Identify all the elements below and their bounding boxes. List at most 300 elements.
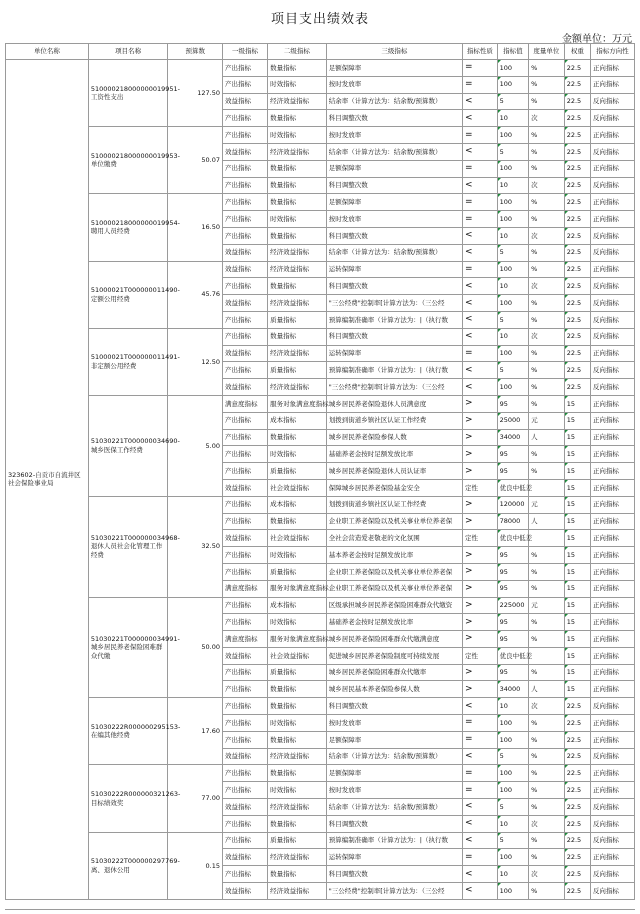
indicator-nature-cell: < bbox=[463, 311, 498, 328]
level1-indicator-cell: 产出指标 bbox=[222, 194, 267, 211]
level2-indicator-cell: 经济效益指标 bbox=[268, 345, 327, 362]
level3-indicator-cell: 结余率（计算方法为：结余数/预算数） bbox=[326, 143, 462, 160]
indicator-value-cell: 95 bbox=[497, 463, 528, 480]
measure-unit-cell: % bbox=[529, 580, 565, 597]
weight-cell: 22.5 bbox=[564, 127, 590, 144]
project-name-cell: 51030222R000000321263-目标绩效奖 bbox=[88, 765, 168, 832]
amount-unit-label: 金额单位：万元 bbox=[562, 34, 632, 45]
weight-cell: 22.5 bbox=[564, 160, 590, 177]
level2-indicator-cell: 数量指标 bbox=[268, 681, 327, 698]
indicator-value-cell: 5 bbox=[497, 362, 528, 379]
measure-unit-cell: % bbox=[529, 395, 565, 412]
header-indicator-value: 指标值 bbox=[497, 44, 528, 60]
level1-indicator-cell: 产出指标 bbox=[222, 563, 267, 580]
measure-unit-cell: % bbox=[529, 76, 565, 93]
indicator-nature-cell: < bbox=[463, 244, 498, 261]
indicator-nature-cell: < bbox=[463, 698, 498, 715]
budget-cell: 16.50 bbox=[168, 194, 223, 261]
weight-cell: 15 bbox=[564, 664, 590, 681]
weight-cell: 22.5 bbox=[564, 295, 590, 312]
weight-cell: 15 bbox=[564, 631, 590, 648]
indicator-value-cell: 100 bbox=[497, 127, 528, 144]
indicator-nature-cell: > bbox=[463, 597, 498, 614]
level2-indicator-cell: 经济效益指标 bbox=[268, 748, 327, 765]
header-measure-unit: 度量单位 bbox=[529, 44, 565, 60]
table-row bbox=[6, 765, 635, 782]
measure-unit-cell: % bbox=[529, 563, 565, 580]
project-name-cell: 51030221T000000034968-退休人员社会化管理工作经费 bbox=[88, 496, 168, 597]
level1-indicator-cell: 产出指标 bbox=[222, 60, 267, 77]
weight-cell: 22.5 bbox=[564, 849, 590, 866]
level3-indicator-cell: 预算编制准确率（计算方法为：|（执行数 bbox=[326, 311, 462, 328]
header-level1-indicator: 一级指标 bbox=[222, 44, 267, 60]
measure-unit-cell: 人 bbox=[529, 429, 565, 446]
weight-cell: 15 bbox=[564, 681, 590, 698]
level2-indicator-cell: 数量指标 bbox=[268, 278, 327, 295]
budget-cell: 127.50 bbox=[168, 60, 223, 127]
level3-indicator-cell: 运转保障率 bbox=[326, 849, 462, 866]
direction-cell: 正向指标 bbox=[590, 194, 634, 211]
weight-cell: 15 bbox=[564, 647, 590, 664]
indicator-nature-cell: > bbox=[463, 496, 498, 513]
level2-indicator-cell: 数量指标 bbox=[268, 60, 327, 77]
level2-indicator-cell: 数量指标 bbox=[268, 765, 327, 782]
level1-indicator-cell: 效益指标 bbox=[222, 748, 267, 765]
level1-indicator-cell: 产出指标 bbox=[222, 513, 267, 530]
level2-indicator-cell: 质量指标 bbox=[268, 664, 327, 681]
table-row bbox=[6, 194, 635, 211]
indicator-value-cell: 5 bbox=[497, 832, 528, 849]
indicator-value-cell: 100 bbox=[497, 76, 528, 93]
direction-cell: 反向指标 bbox=[590, 295, 634, 312]
level2-indicator-cell: 数量指标 bbox=[268, 513, 327, 530]
level1-indicator-cell: 产出指标 bbox=[222, 160, 267, 177]
weight-cell: 15 bbox=[564, 563, 590, 580]
measure-unit-cell: % bbox=[529, 731, 565, 748]
level2-indicator-cell: 数量指标 bbox=[268, 110, 327, 127]
direction-cell: 反向指标 bbox=[590, 799, 634, 816]
weight-cell: 15 bbox=[564, 597, 590, 614]
measure-unit-cell: % bbox=[529, 160, 565, 177]
indicator-nature-cell: > bbox=[463, 513, 498, 530]
project-name-cell: 51030221T000000034991-城乡居民养老保险困难群众代缴 bbox=[88, 597, 168, 698]
indicator-nature-cell: = bbox=[463, 782, 498, 799]
weight-cell: 22.5 bbox=[564, 832, 590, 849]
level3-indicator-cell: "三公经费"控制率[计算方法为：（三公经 bbox=[326, 883, 462, 900]
weight-cell: 22.5 bbox=[564, 76, 590, 93]
level1-indicator-cell: 产出指标 bbox=[222, 547, 267, 564]
budget-cell: 0.15 bbox=[168, 832, 223, 899]
measure-unit-cell: 元 bbox=[529, 597, 565, 614]
indicator-nature-cell: > bbox=[463, 614, 498, 631]
indicator-nature-cell: > bbox=[463, 664, 498, 681]
direction-cell: 正向指标 bbox=[590, 647, 634, 664]
indicator-value-cell: 95 bbox=[497, 395, 528, 412]
project-name-cell: 510000218000000019951-工资性支出 bbox=[88, 60, 168, 127]
indicator-nature-cell: < bbox=[463, 883, 498, 900]
indicator-value-cell: 10 bbox=[497, 815, 528, 832]
measure-unit-cell bbox=[529, 479, 565, 496]
budget-cell: 77.00 bbox=[168, 765, 223, 832]
level3-indicator-cell: 科目调整次数 bbox=[326, 227, 462, 244]
level1-indicator-cell: 产出指标 bbox=[222, 463, 267, 480]
measure-unit-cell: % bbox=[529, 379, 565, 396]
level1-indicator-cell: 产出指标 bbox=[222, 446, 267, 463]
level2-indicator-cell: 数量指标 bbox=[268, 815, 327, 832]
level3-indicator-cell: 足额保障率 bbox=[326, 765, 462, 782]
level2-indicator-cell: 经济效益指标 bbox=[268, 883, 327, 900]
indicator-nature-cell: = bbox=[463, 765, 498, 782]
level1-indicator-cell: 产出指标 bbox=[222, 715, 267, 732]
measure-unit-cell: 次 bbox=[529, 815, 565, 832]
measure-unit-cell: 元 bbox=[529, 496, 565, 513]
weight-cell: 22.5 bbox=[564, 715, 590, 732]
level1-indicator-cell: 效益指标 bbox=[222, 647, 267, 664]
table-row bbox=[6, 127, 635, 144]
level2-indicator-cell: 质量指标 bbox=[268, 311, 327, 328]
indicator-nature-cell: > bbox=[463, 429, 498, 446]
level3-indicator-cell: 科目调整次数 bbox=[326, 278, 462, 295]
indicator-value-cell: 优良中低差 bbox=[497, 479, 528, 496]
level3-indicator-cell: 足额保障率 bbox=[326, 194, 462, 211]
level3-indicator-cell: 全社会营造爱老敬老的文化氛围 bbox=[326, 530, 462, 547]
indicator-value-cell: 120000 bbox=[497, 496, 528, 513]
indicator-value-cell: 25000 bbox=[497, 412, 528, 429]
level1-indicator-cell: 产出指标 bbox=[222, 328, 267, 345]
measure-unit-cell: % bbox=[529, 883, 565, 900]
indicator-value-cell: 100 bbox=[497, 295, 528, 312]
measure-unit-cell bbox=[529, 647, 565, 664]
level2-indicator-cell: 数量指标 bbox=[268, 731, 327, 748]
budget-cell: 5.00 bbox=[168, 395, 223, 496]
level1-indicator-cell: 效益指标 bbox=[222, 849, 267, 866]
header-budget: 预算数 bbox=[168, 44, 223, 60]
indicator-value-cell: 95 bbox=[497, 580, 528, 597]
level2-indicator-cell: 时效指标 bbox=[268, 715, 327, 732]
weight-cell: 15 bbox=[564, 479, 590, 496]
level3-indicator-cell: 促进城乡居民养老保险制度可持续发展 bbox=[326, 647, 462, 664]
indicator-value-cell: 95 bbox=[497, 631, 528, 648]
document-title: 项目支出绩效表 bbox=[270, 12, 369, 27]
level2-indicator-cell: 时效指标 bbox=[268, 782, 327, 799]
budget-cell: 12.50 bbox=[168, 328, 223, 395]
weight-cell: 22.5 bbox=[564, 110, 590, 127]
measure-unit-cell: 次 bbox=[529, 227, 565, 244]
project-name-cell: 51030221T000000034690-城乡医保工作经费 bbox=[88, 395, 168, 496]
level1-indicator-cell: 效益指标 bbox=[222, 379, 267, 396]
level2-indicator-cell: 经济效益指标 bbox=[268, 295, 327, 312]
weight-cell: 15 bbox=[564, 513, 590, 530]
level1-indicator-cell: 效益指标 bbox=[222, 93, 267, 110]
level3-indicator-cell: 结余率（计算方法为：结余数/预算数） bbox=[326, 93, 462, 110]
indicator-value-cell: 10 bbox=[497, 110, 528, 127]
budget-cell: 50.07 bbox=[168, 127, 223, 194]
level3-indicator-cell: 科目调整次数 bbox=[326, 866, 462, 883]
measure-unit-cell: % bbox=[529, 547, 565, 564]
indicator-nature-cell: > bbox=[463, 463, 498, 480]
measure-unit-cell: % bbox=[529, 664, 565, 681]
level3-indicator-cell: 科目调整次数 bbox=[326, 698, 462, 715]
indicator-value-cell: 100 bbox=[497, 160, 528, 177]
weight-cell: 22.5 bbox=[564, 379, 590, 396]
measure-unit-cell: % bbox=[529, 143, 565, 160]
direction-cell: 反向指标 bbox=[590, 362, 634, 379]
indicator-nature-cell: < bbox=[463, 110, 498, 127]
weight-cell: 22.5 bbox=[564, 799, 590, 816]
measure-unit-cell: 次 bbox=[529, 698, 565, 715]
level1-indicator-cell: 产出指标 bbox=[222, 227, 267, 244]
header-row bbox=[6, 44, 635, 60]
level1-indicator-cell: 产出指标 bbox=[222, 412, 267, 429]
indicator-value-cell: 95 bbox=[497, 664, 528, 681]
direction-cell: 反向指标 bbox=[590, 227, 634, 244]
level3-indicator-cell: 按时发放率 bbox=[326, 715, 462, 732]
level2-indicator-cell: 经济效益指标 bbox=[268, 379, 327, 396]
indicator-value-cell: 10 bbox=[497, 227, 528, 244]
measure-unit-cell: % bbox=[529, 446, 565, 463]
weight-cell: 15 bbox=[564, 429, 590, 446]
direction-cell: 正向指标 bbox=[590, 479, 634, 496]
indicator-nature-cell: < bbox=[463, 177, 498, 194]
direction-cell: 正向指标 bbox=[590, 614, 634, 631]
weight-cell: 22.5 bbox=[564, 748, 590, 765]
level3-indicator-cell: 城乡居民养老保险退休人员满意度 bbox=[326, 395, 462, 412]
budget-cell: 50.00 bbox=[168, 597, 223, 698]
direction-cell: 反向指标 bbox=[590, 748, 634, 765]
indicator-nature-cell: > bbox=[463, 631, 498, 648]
level2-indicator-cell: 经济效益指标 bbox=[268, 244, 327, 261]
direction-cell: 正向指标 bbox=[590, 530, 634, 547]
indicator-value-cell: 10 bbox=[497, 698, 528, 715]
indicator-value-cell: 10 bbox=[497, 866, 528, 883]
budget-cell: 45.76 bbox=[168, 261, 223, 328]
direction-cell: 反向指标 bbox=[590, 143, 634, 160]
direction-cell: 正向指标 bbox=[590, 731, 634, 748]
table-row bbox=[6, 698, 635, 715]
indicator-nature-cell: < bbox=[463, 93, 498, 110]
measure-unit-cell: % bbox=[529, 765, 565, 782]
level1-indicator-cell: 产出指标 bbox=[222, 311, 267, 328]
unit-name-cell: 323602-自贡市自流井区社会保险事业局 bbox=[6, 60, 89, 900]
direction-cell: 正向指标 bbox=[590, 446, 634, 463]
level1-indicator-cell: 效益指标 bbox=[222, 295, 267, 312]
indicator-nature-cell: < bbox=[463, 866, 498, 883]
level3-indicator-cell: 基础养老金按时足额发放比率 bbox=[326, 446, 462, 463]
measure-unit-cell: % bbox=[529, 60, 565, 77]
level1-indicator-cell: 产出指标 bbox=[222, 110, 267, 127]
weight-cell: 15 bbox=[564, 395, 590, 412]
direction-cell: 正向指标 bbox=[590, 261, 634, 278]
indicator-nature-cell: = bbox=[463, 60, 498, 77]
level3-indicator-cell: 按时发放率 bbox=[326, 782, 462, 799]
level3-indicator-cell: 保障城乡居民养老保险基金安全 bbox=[326, 479, 462, 496]
level2-indicator-cell: 时效指标 bbox=[268, 614, 327, 631]
indicator-value-cell: 优良中低差 bbox=[497, 530, 528, 547]
direction-cell: 反向指标 bbox=[590, 177, 634, 194]
direction-cell: 反向指标 bbox=[590, 311, 634, 328]
level2-indicator-cell: 经济效益指标 bbox=[268, 849, 327, 866]
project-name-cell: 51000021T000000011490-定额公用经费 bbox=[88, 261, 168, 328]
level3-indicator-cell: 企业职工养老保险以及机关事业单位养老保 bbox=[326, 513, 462, 530]
measure-unit-cell: % bbox=[529, 127, 565, 144]
indicator-value-cell: 78000 bbox=[497, 513, 528, 530]
weight-cell: 15 bbox=[564, 614, 590, 631]
weight-cell: 15 bbox=[564, 412, 590, 429]
direction-cell: 正向指标 bbox=[590, 782, 634, 799]
measure-unit-cell: % bbox=[529, 799, 565, 816]
indicator-value-cell: 225000 bbox=[497, 597, 528, 614]
level3-indicator-cell: 科目调整次数 bbox=[326, 110, 462, 127]
level3-indicator-cell: 足额保障率 bbox=[326, 160, 462, 177]
level3-indicator-cell: 基础养老金按时足额发放比率 bbox=[326, 614, 462, 631]
indicator-nature-cell: = bbox=[463, 849, 498, 866]
level1-indicator-cell: 产出指标 bbox=[222, 614, 267, 631]
level2-indicator-cell: 数量指标 bbox=[268, 429, 327, 446]
direction-cell: 反向指标 bbox=[590, 883, 634, 900]
level3-indicator-cell: 划拨到街道乡镇社区认证工作经费 bbox=[326, 412, 462, 429]
direction-cell: 反向指标 bbox=[590, 110, 634, 127]
level1-indicator-cell: 产出指标 bbox=[222, 698, 267, 715]
level2-indicator-cell: 时效指标 bbox=[268, 211, 327, 228]
level2-indicator-cell: 成本指标 bbox=[268, 597, 327, 614]
indicator-nature-cell: < bbox=[463, 362, 498, 379]
direction-cell: 正向指标 bbox=[590, 849, 634, 866]
level2-indicator-cell: 时效指标 bbox=[268, 446, 327, 463]
level3-indicator-cell: 城乡居民基本养老保险参保人数 bbox=[326, 681, 462, 698]
level1-indicator-cell: 产出指标 bbox=[222, 278, 267, 295]
indicator-value-cell: 100 bbox=[497, 849, 528, 866]
indicator-value-cell: 优良中低差 bbox=[497, 647, 528, 664]
direction-cell: 正向指标 bbox=[590, 76, 634, 93]
direction-cell: 反向指标 bbox=[590, 379, 634, 396]
level2-indicator-cell: 时效指标 bbox=[268, 127, 327, 144]
indicator-value-cell: 100 bbox=[497, 782, 528, 799]
performance-table bbox=[5, 43, 635, 900]
indicator-value-cell: 95 bbox=[497, 547, 528, 564]
level2-indicator-cell: 成本指标 bbox=[268, 412, 327, 429]
level1-indicator-cell: 产出指标 bbox=[222, 664, 267, 681]
level3-indicator-cell: 运转保障率 bbox=[326, 261, 462, 278]
level3-indicator-cell: 科目调整次数 bbox=[326, 177, 462, 194]
weight-cell: 15 bbox=[564, 547, 590, 564]
level3-indicator-cell: 按时发放率 bbox=[326, 127, 462, 144]
weight-cell: 22.5 bbox=[564, 194, 590, 211]
level2-indicator-cell: 服务对象满意度指标 bbox=[268, 395, 327, 412]
level1-indicator-cell: 产出指标 bbox=[222, 211, 267, 228]
level2-indicator-cell: 经济效益指标 bbox=[268, 143, 327, 160]
indicator-value-cell: 100 bbox=[497, 261, 528, 278]
indicator-nature-cell: < bbox=[463, 143, 498, 160]
level1-indicator-cell: 产出指标 bbox=[222, 681, 267, 698]
measure-unit-cell: 次 bbox=[529, 278, 565, 295]
table-row bbox=[6, 496, 635, 513]
direction-cell: 正向指标 bbox=[590, 631, 634, 648]
header-level2-indicator: 二级指标 bbox=[268, 44, 327, 60]
level2-indicator-cell: 数量指标 bbox=[268, 160, 327, 177]
level1-indicator-cell: 满意度指标 bbox=[222, 580, 267, 597]
level3-indicator-cell: 按时发放率 bbox=[326, 211, 462, 228]
indicator-nature-cell: < bbox=[463, 832, 498, 849]
indicator-nature-cell: = bbox=[463, 261, 498, 278]
direction-cell: 反向指标 bbox=[590, 328, 634, 345]
weight-cell: 22.5 bbox=[564, 211, 590, 228]
indicator-value-cell: 95 bbox=[497, 446, 528, 463]
level3-indicator-cell: "三公经费"控制率[计算方法为：（三公经 bbox=[326, 379, 462, 396]
table-row bbox=[6, 395, 635, 412]
weight-cell: 22.5 bbox=[564, 311, 590, 328]
level2-indicator-cell: 社会效益指标 bbox=[268, 479, 327, 496]
measure-unit-cell: % bbox=[529, 93, 565, 110]
weight-cell: 22.5 bbox=[564, 731, 590, 748]
indicator-nature-cell: = bbox=[463, 731, 498, 748]
indicator-nature-cell: 定性 bbox=[463, 647, 498, 664]
level1-indicator-cell: 效益指标 bbox=[222, 345, 267, 362]
weight-cell: 22.5 bbox=[564, 60, 590, 77]
indicator-nature-cell: = bbox=[463, 194, 498, 211]
indicator-value-cell: 100 bbox=[497, 715, 528, 732]
level3-indicator-cell: 结余率（计算方法为：结余数/预算数） bbox=[326, 748, 462, 765]
weight-cell: 22.5 bbox=[564, 362, 590, 379]
indicator-value-cell: 34000 bbox=[497, 681, 528, 698]
project-name-cell: 510000218000000019953-单位缴费 bbox=[88, 127, 168, 194]
header-indicator-nature: 指标性质 bbox=[463, 44, 498, 60]
measure-unit-cell bbox=[529, 530, 565, 547]
indicator-nature-cell: < bbox=[463, 379, 498, 396]
indicator-nature-cell: < bbox=[463, 295, 498, 312]
indicator-nature-cell: 定性 bbox=[463, 530, 498, 547]
direction-cell: 正向指标 bbox=[590, 597, 634, 614]
header-weight: 权重 bbox=[564, 44, 590, 60]
indicator-value-cell: 100 bbox=[497, 211, 528, 228]
weight-cell: 15 bbox=[564, 463, 590, 480]
indicator-nature-cell: < bbox=[463, 227, 498, 244]
level1-indicator-cell: 满意度指标 bbox=[222, 395, 267, 412]
level2-indicator-cell: 社会效益指标 bbox=[268, 530, 327, 547]
measure-unit-cell: 人 bbox=[529, 513, 565, 530]
level2-indicator-cell: 数量指标 bbox=[268, 194, 327, 211]
weight-cell: 22.5 bbox=[564, 698, 590, 715]
level3-indicator-cell: 预算编制准确率（计算方法为：|（执行数 bbox=[326, 362, 462, 379]
direction-cell: 正向指标 bbox=[590, 345, 634, 362]
indicator-value-cell: 95 bbox=[497, 614, 528, 631]
direction-cell: 正向指标 bbox=[590, 765, 634, 782]
measure-unit-cell: % bbox=[529, 261, 565, 278]
project-name-cell: 51030222T000000297769-离、退休公用 bbox=[88, 832, 168, 899]
measure-unit-cell: % bbox=[529, 631, 565, 648]
level3-indicator-cell: 划拨到街道乡镇社区认证工作经费 bbox=[326, 496, 462, 513]
level2-indicator-cell: 时效指标 bbox=[268, 547, 327, 564]
indicator-nature-cell: = bbox=[463, 715, 498, 732]
direction-cell: 正向指标 bbox=[590, 160, 634, 177]
level3-indicator-cell: 运转保障率 bbox=[326, 345, 462, 362]
level1-indicator-cell: 产出指标 bbox=[222, 429, 267, 446]
project-name-cell: 510000218000000019954-聘用人员经费 bbox=[88, 194, 168, 261]
level2-indicator-cell: 社会效益指标 bbox=[268, 647, 327, 664]
direction-cell: 反向指标 bbox=[590, 815, 634, 832]
direction-cell: 正向指标 bbox=[590, 681, 634, 698]
direction-cell: 正向指标 bbox=[590, 513, 634, 530]
bottom-rule bbox=[5, 909, 635, 910]
measure-unit-cell: % bbox=[529, 362, 565, 379]
weight-cell: 22.5 bbox=[564, 345, 590, 362]
level2-indicator-cell: 质量指标 bbox=[268, 832, 327, 849]
level3-indicator-cell: 城乡居民养老保险参保人数 bbox=[326, 429, 462, 446]
indicator-nature-cell: = bbox=[463, 127, 498, 144]
indicator-value-cell: 100 bbox=[497, 765, 528, 782]
indicator-value-cell: 5 bbox=[497, 748, 528, 765]
level1-indicator-cell: 产出指标 bbox=[222, 782, 267, 799]
indicator-value-cell: 100 bbox=[497, 379, 528, 396]
